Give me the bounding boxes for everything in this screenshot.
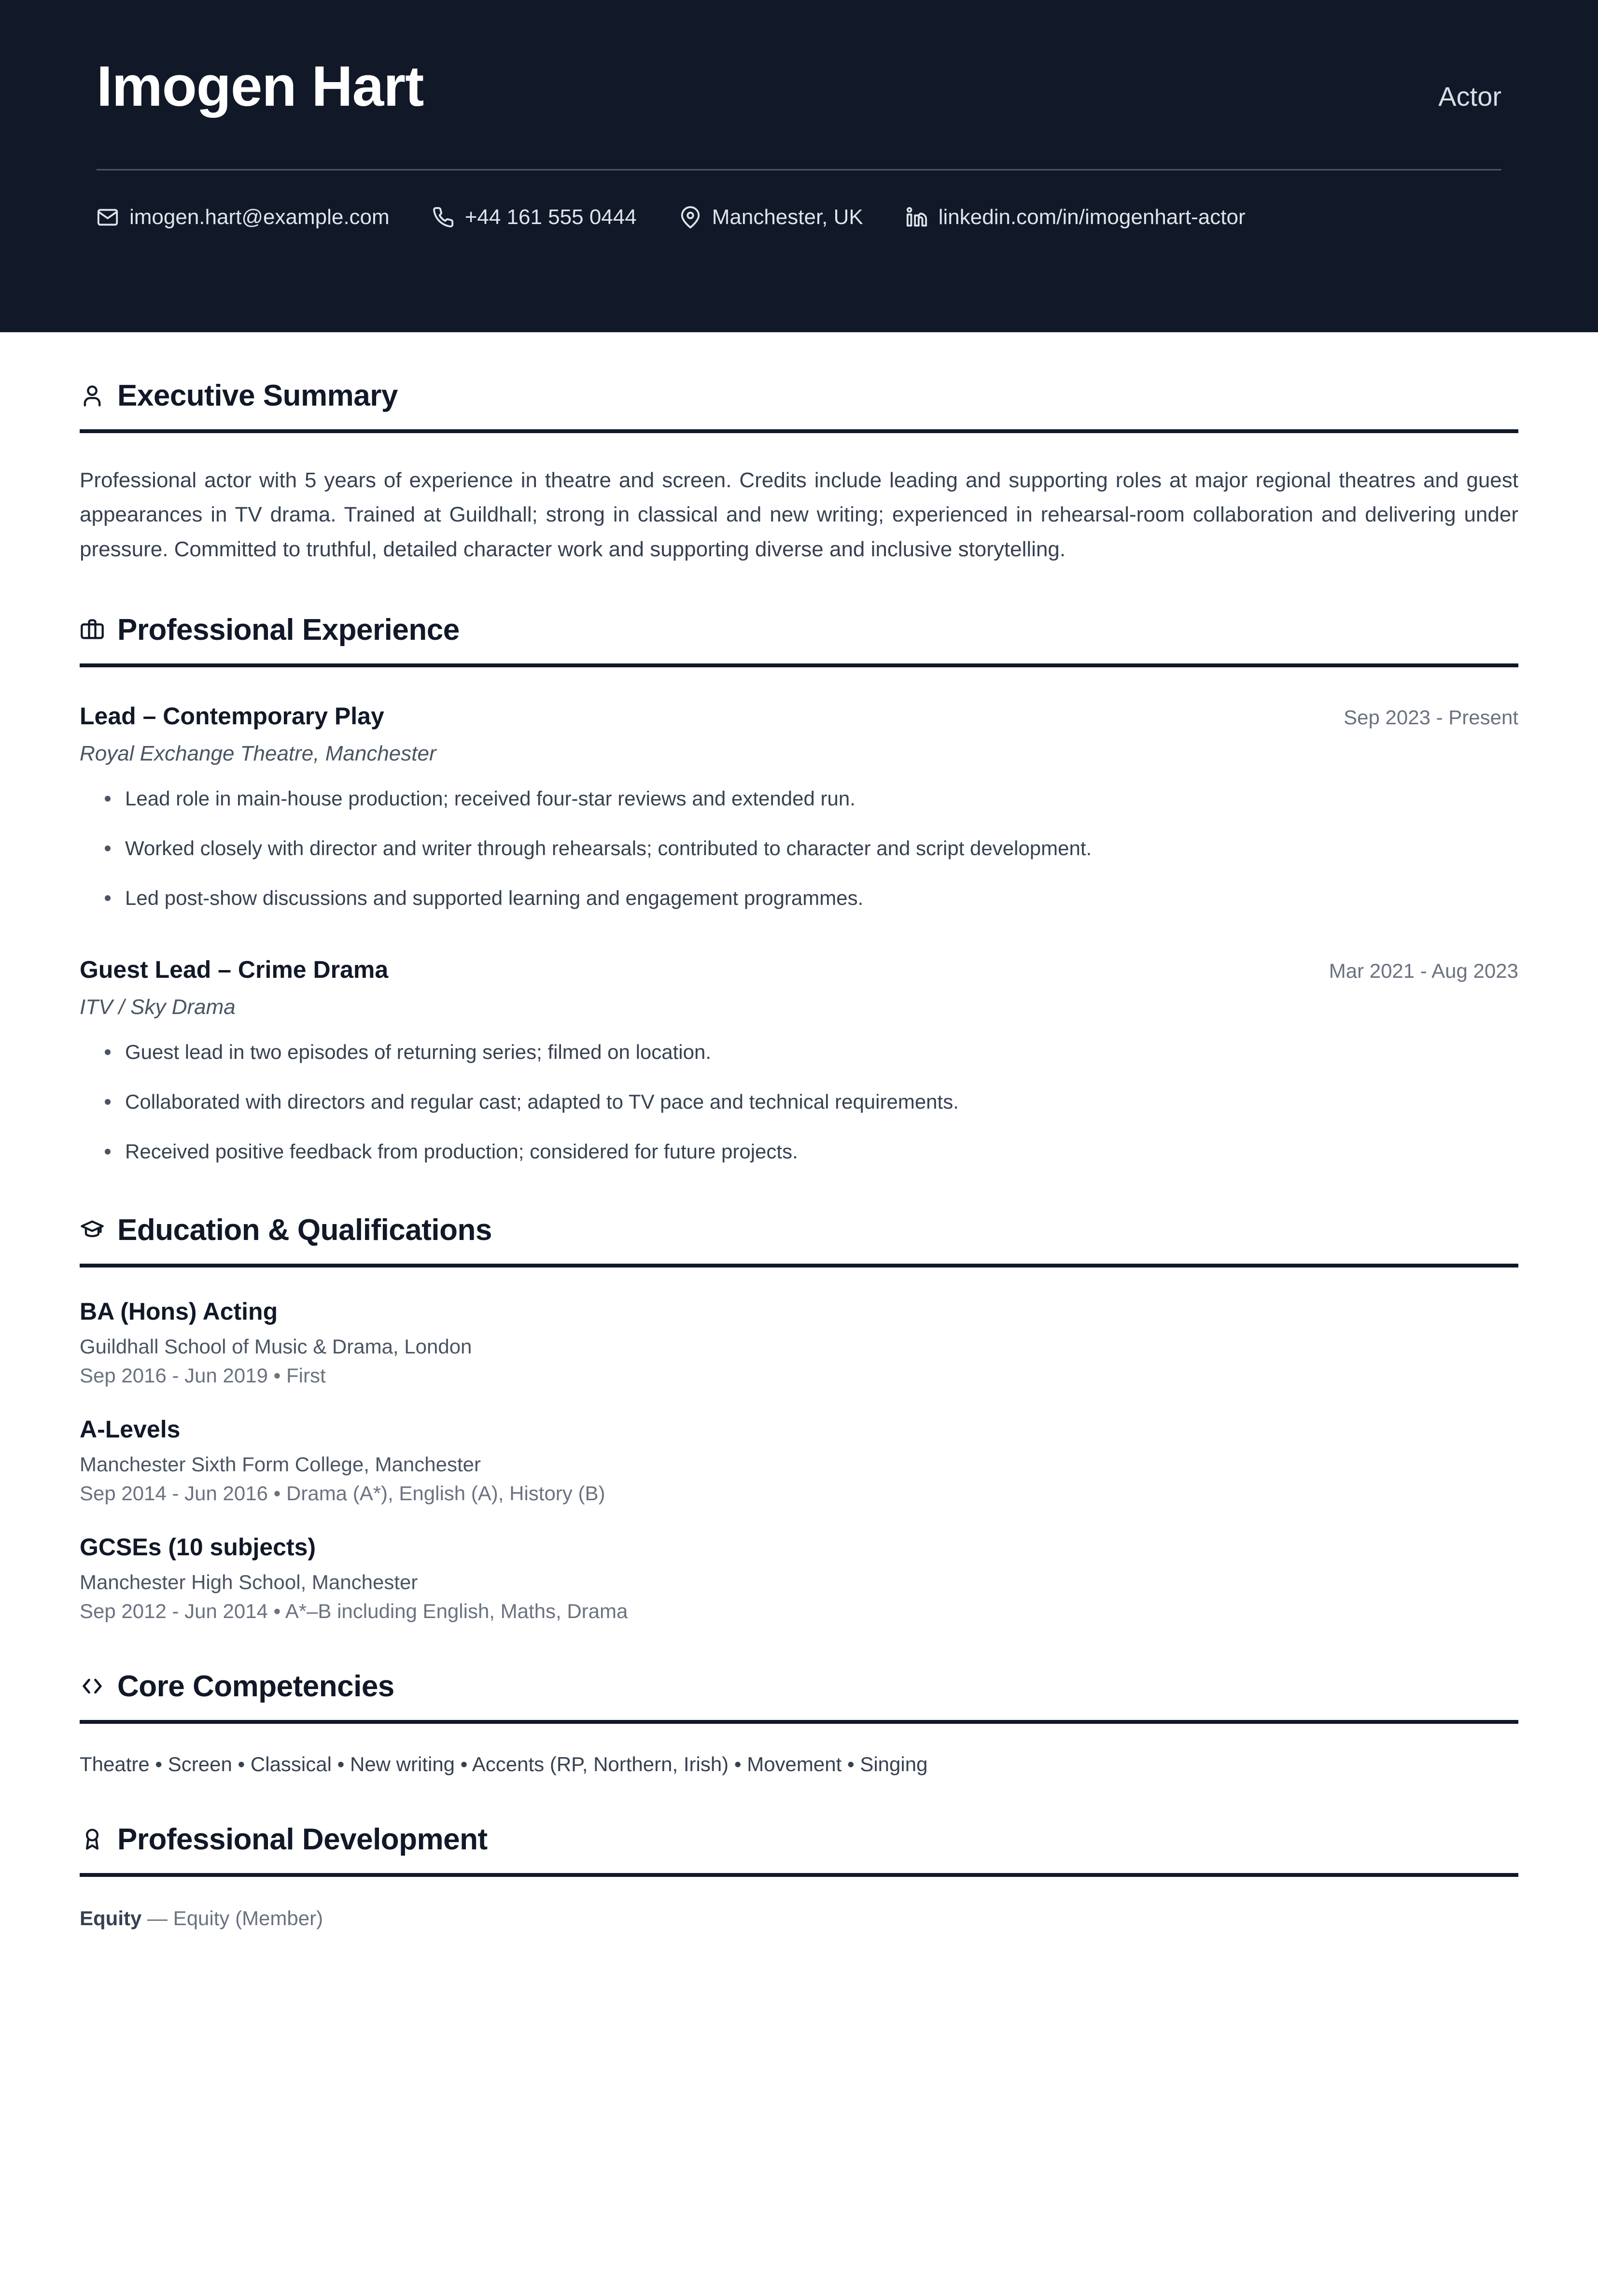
- graduation-cap-icon: [80, 1217, 105, 1242]
- section-title-education: Education & Qualifications: [117, 1213, 492, 1247]
- contact-linkedin-text: linkedin.com/in/imogenhart-actor: [938, 205, 1246, 229]
- contact-email-text: imogen.hart@example.com: [129, 205, 390, 229]
- education-entry: [80, 1533, 1518, 1623]
- section-header: [80, 332, 1518, 413]
- job-bullet: Guest lead in two episodes of returning series; filmed on location.: [80, 1037, 1518, 1067]
- contact-phone[interactable]: [432, 205, 637, 229]
- candidate-role: Actor: [1438, 81, 1501, 112]
- contact-email[interactable]: [97, 205, 390, 229]
- section-title-summary: Executive Summary: [117, 379, 398, 412]
- job-bullet: Collaborated with directors and regular cast; adapted to TV pace and technical requirements.: [80, 1086, 1518, 1117]
- section-title-experience: Professional Experience: [117, 613, 460, 647]
- job-bullet: Led post-show discussions and supported learning and engagement programmes.: [80, 883, 1518, 913]
- job-bullet-list: [80, 1037, 1518, 1167]
- experience-entry: [80, 956, 1518, 1167]
- section-divider: [80, 1720, 1518, 1724]
- header-divider: [97, 169, 1501, 170]
- section-divider: [80, 1873, 1518, 1877]
- job-title: Lead – Contemporary Play: [80, 702, 384, 730]
- development-detail: — Equity (Member): [147, 1906, 323, 1930]
- resume-body: [0, 332, 1598, 1988]
- contact-row: [97, 205, 1501, 229]
- section-professional-experience: [80, 566, 1518, 1167]
- job-bullet: Received positive feedback from production; considered for future projects.: [80, 1136, 1518, 1167]
- education-school: Manchester Sixth Form College, Manchester: [80, 1452, 481, 1476]
- education-meta: Sep 2016 - Jun 2019 • First: [80, 1364, 326, 1387]
- development-name: Equity: [80, 1906, 142, 1930]
- section-title-development: Professional Development: [117, 1822, 488, 1856]
- skills-list: Theatre • Screen • Classical • New writing • Accents (RP, Northern, Irish) • Movement • Singing: [80, 1752, 928, 1775]
- experience-entry-row: [80, 956, 1518, 984]
- education-degree: GCSEs (10 subjects): [80, 1533, 316, 1561]
- education-entry: [80, 1297, 1518, 1387]
- header-top-row: [97, 57, 1501, 117]
- job-organization: Royal Exchange Theatre, Manchester: [80, 741, 436, 765]
- user-icon: [80, 383, 105, 408]
- education-meta: Sep 2012 - Jun 2014 • A*–B including English, Maths, Drama: [80, 1599, 628, 1622]
- education-entry: [80, 1415, 1518, 1505]
- contact-linkedin[interactable]: [906, 205, 1246, 229]
- section-header: [80, 566, 1518, 647]
- education-school: Manchester High School, Manchester: [80, 1570, 418, 1593]
- contact-location: [679, 205, 863, 229]
- section-header: [80, 1167, 1518, 1247]
- job-dates: Mar 2021 - Aug 2023: [1329, 959, 1518, 982]
- map-pin-icon: [679, 206, 701, 228]
- section-divider: [80, 663, 1518, 667]
- job-bullet: Lead role in main-house production; received four-star reviews and extended run.: [80, 783, 1518, 814]
- job-dates: Sep 2023 - Present: [1344, 705, 1518, 729]
- contact-location-text: Manchester, UK: [712, 205, 863, 229]
- phone-icon: [432, 206, 454, 228]
- linkedin-icon: [906, 206, 928, 228]
- summary-paragraph: Professional actor with 5 years of experience in theatre and screen. Credits include leading and supporting roles at major regional theatres and guest appearances in TV drama. Trained at Guildhall; strong in classical and new writing; experienced in rehearsal-room collaboration and delivering under pressure. Committed to truthful, detailed character work and supporting diverse and inclusive storytelling.: [80, 468, 1518, 561]
- resume-header: [0, 0, 1598, 332]
- job-organization: ITV / Sky Drama: [80, 995, 236, 1019]
- section-title-skills: Core Competencies: [117, 1669, 394, 1703]
- contact-phone-text: +44 161 555 0444: [464, 205, 637, 229]
- section-core-competencies: [80, 1623, 1518, 1776]
- education-degree: BA (Hons) Acting: [80, 1297, 278, 1325]
- experience-entry: [80, 702, 1518, 913]
- education-school: Guildhall School of Music & Drama, London: [80, 1335, 472, 1358]
- candidate-name: Imogen Hart: [97, 55, 424, 118]
- award-icon: [80, 1827, 105, 1852]
- code-icon: [80, 1674, 105, 1699]
- job-title: Guest Lead – Crime Drama: [80, 956, 389, 983]
- experience-entry-row: [80, 702, 1518, 730]
- job-bullet: Worked closely with director and writer through rehearsals; contributed to character and script development.: [80, 833, 1518, 863]
- section-header: [80, 1623, 1518, 1704]
- education-meta: Sep 2014 - Jun 2016 • Drama (A*), English (A), History (B): [80, 1481, 605, 1505]
- section-professional-development: [80, 1776, 1518, 1930]
- education-degree: A-Levels: [80, 1415, 181, 1443]
- briefcase-icon: [80, 617, 105, 642]
- development-entry: [80, 1907, 1518, 1930]
- section-divider: [80, 429, 1518, 433]
- section-divider: [80, 1264, 1518, 1268]
- section-header: [80, 1776, 1518, 1857]
- section-education: [80, 1167, 1518, 1623]
- job-bullet-list: [80, 783, 1518, 913]
- mail-icon: [97, 206, 119, 228]
- section-executive-summary: [80, 332, 1518, 566]
